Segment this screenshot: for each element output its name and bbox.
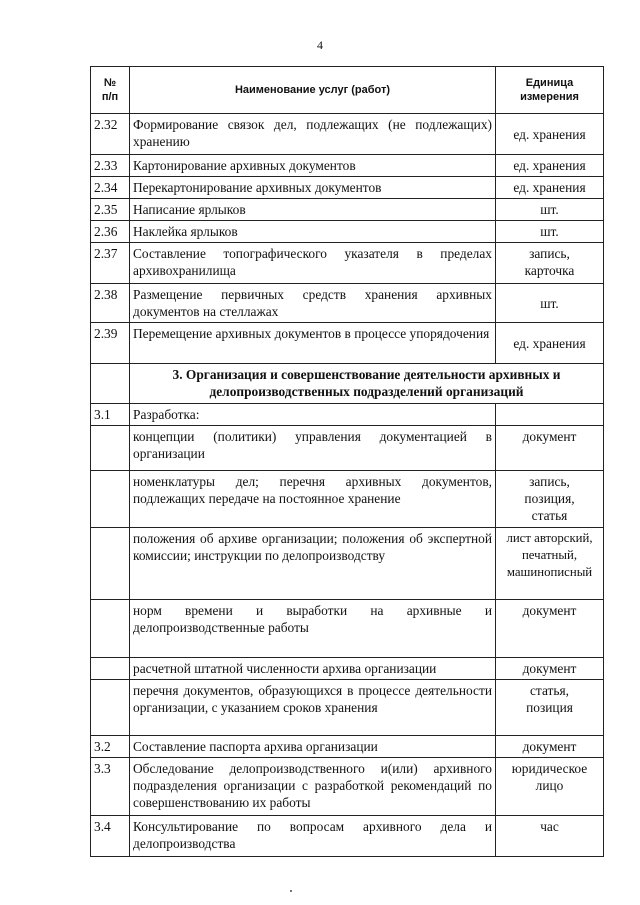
table-row [91, 177, 604, 199]
row-name: Формирование связок дел, подлежащих (не подлежащих) хранению [130, 114, 496, 155]
row-number: 3.4 [91, 816, 130, 857]
row-name: Наклейка ярлыков [130, 221, 496, 243]
row-name: Разработка: [130, 404, 496, 426]
row-number: 2.37 [91, 243, 130, 284]
scan-dot [290, 890, 292, 892]
table-row [91, 221, 604, 243]
row-number: 3.2 [91, 736, 130, 758]
row-number-empty [91, 528, 130, 600]
row-name: Написание ярлыков [130, 199, 496, 221]
row-unit: лист авторский, печатный, машинописный [496, 528, 604, 600]
row-unit: статья, позиция [496, 680, 604, 736]
row-unit: ед. хранения [496, 323, 604, 364]
table-row [91, 658, 604, 680]
row-name: номенклатуры дел; перечня архивных документов, подлежащих передаче на постоянное хранение [130, 471, 496, 528]
row-name: Составление паспорта архива организации [130, 736, 496, 758]
row-name: Перекартонирование архивных документов [130, 177, 496, 199]
table-row [91, 471, 604, 528]
header-num: № п/п [91, 67, 130, 114]
row-number: 3.3 [91, 758, 130, 816]
row-number: 2.33 [91, 155, 130, 177]
header-unit: Единица измерения [496, 67, 604, 114]
row-unit: ед. хранения [496, 114, 604, 155]
row-number: 2.35 [91, 199, 130, 221]
row-name: положения об архиве организации; положения об экспертной комиссии; инструкции по делопроизводству [130, 528, 496, 600]
row-name: Перемещение архивных документов в процессе упорядочения [130, 323, 496, 364]
row-unit: час [496, 816, 604, 857]
row-name: Картонирование архивных документов [130, 155, 496, 177]
row-number-empty [91, 471, 130, 528]
row-unit: документ [496, 736, 604, 758]
row-unit: ед. хранения [496, 177, 604, 199]
table-row [91, 816, 604, 857]
row-unit: запись, карточка [496, 243, 604, 284]
row-unit: документ [496, 658, 604, 680]
row-number-empty [91, 658, 130, 680]
row-number: 2.38 [91, 284, 130, 323]
row-name: норм времени и выработки на архивные и делопроизводственные работы [130, 600, 496, 658]
row-name: Консультирование по вопросам архивного дела и делопроизводства [130, 816, 496, 857]
row-name: Обследование делопроизводственного и(или) архивного подразделения организации с разработкой рекомендаций по совершенствованию их работы [130, 758, 496, 816]
row-unit: юридическое лицо [496, 758, 604, 816]
table-row [91, 736, 604, 758]
table-header-row [91, 67, 604, 114]
row-unit: шт. [496, 284, 604, 323]
table-row [91, 680, 604, 736]
table-row [91, 404, 604, 426]
row-unit: шт. [496, 221, 604, 243]
table-row [91, 426, 604, 471]
section-empty-cell [91, 364, 130, 404]
services-table [90, 66, 604, 857]
row-number-empty [91, 680, 130, 736]
row-number: 2.39 [91, 323, 130, 364]
row-unit: запись, позиция, статья [496, 471, 604, 528]
table-row [91, 155, 604, 177]
row-unit: документ [496, 600, 604, 658]
table-row [91, 323, 604, 364]
section-header-row [91, 364, 604, 404]
row-number: 2.32 [91, 114, 130, 155]
row-name: Составление топографического указателя в пределах архивохранилища [130, 243, 496, 284]
table-row [91, 600, 604, 658]
row-unit: документ [496, 426, 604, 471]
table-row [91, 528, 604, 600]
table-row [91, 114, 604, 155]
row-number-empty [91, 426, 130, 471]
page-number: 4 [317, 38, 323, 52]
table-row [91, 243, 604, 284]
row-unit-empty [496, 404, 604, 426]
row-number-empty [91, 600, 130, 658]
section-title: 3. Организация и совершенствование деятельности архивных и делопроизводственных подразделений организаций [130, 364, 604, 404]
row-unit: шт. [496, 199, 604, 221]
table-row [91, 199, 604, 221]
row-name: концепции (политики) управления документацией в организации [130, 426, 496, 471]
row-name: Размещение первичных средств хранения архивных документов на стеллажах [130, 284, 496, 323]
row-unit: ед. хранения [496, 155, 604, 177]
row-number: 2.36 [91, 221, 130, 243]
header-name: Наименование услуг (работ) [130, 67, 496, 114]
row-number: 2.34 [91, 177, 130, 199]
table-row [91, 284, 604, 323]
row-name: перечня документов, образующихся в процессе деятельности организации, с указанием сроков хранения [130, 680, 496, 736]
row-number: 3.1 [91, 404, 130, 426]
table-row [91, 758, 604, 816]
row-name: расчетной штатной численности архива организации [130, 658, 496, 680]
